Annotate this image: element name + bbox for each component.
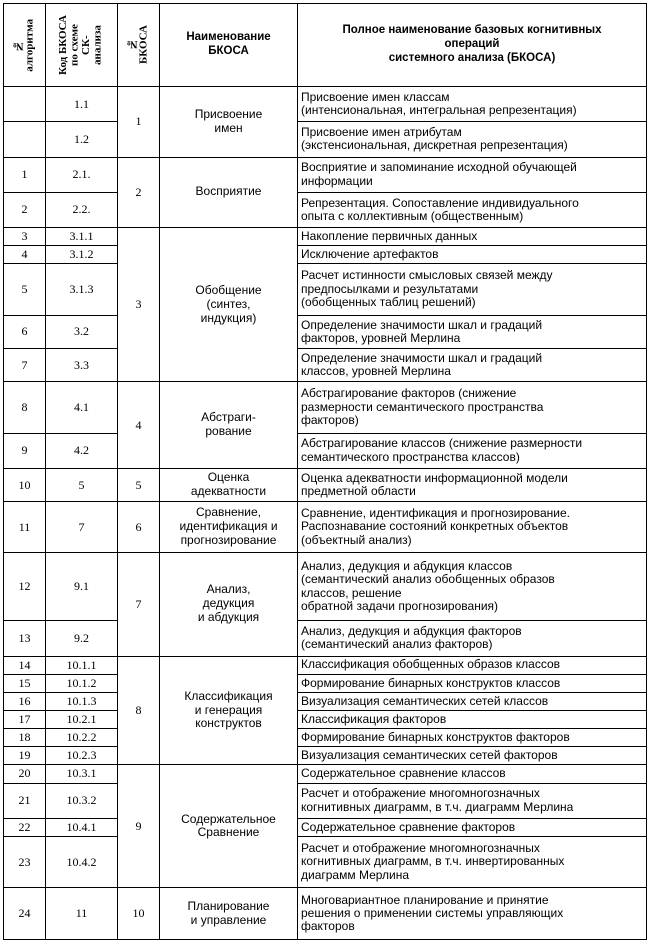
bkosa-number-cell: 7: [118, 552, 160, 656]
bkosa-name-cell: Анализ, дедукция и абдукция: [160, 552, 298, 656]
header-bkosa-full-name: Полное наименование базовых когнитивных операций системного анализа (БКОСА): [298, 4, 647, 87]
bkosa-full-name-cell: Присвоение имен классам (интенсиональная, интегральная репрезентация): [298, 87, 647, 122]
table-row: [4, 888, 647, 940]
bkosa-code-cell: 4.2: [46, 433, 118, 468]
header-bkosa-number: № БКОСА: [118, 4, 160, 87]
algorithm-number-cell: 16: [4, 692, 46, 710]
bkosa-full-name-cell: Анализ, дедукция и абдукция классов (семантический анализ обобщенных образов классов, решение обратной задачи прогнозирования): [298, 552, 647, 621]
bkosa-name-cell: Восприятие: [160, 157, 298, 228]
bkosa-number-cell: 6: [118, 502, 160, 552]
bkosa-full-name-cell: Исключение артефактов: [298, 246, 647, 264]
table-body: [4, 87, 647, 940]
bkosa-full-name-cell: Оценка адекватности информационной модели предметной области: [298, 469, 647, 502]
algorithm-number-cell: 1: [4, 157, 46, 192]
table-row: [4, 315, 647, 348]
table-row: [4, 349, 647, 382]
table-row: [4, 729, 647, 747]
header-row: [4, 4, 647, 87]
bkosa-code-cell: 3.3: [46, 349, 118, 382]
table-row: [4, 433, 647, 468]
algorithm-number-cell: 23: [4, 836, 46, 887]
table-row: [4, 711, 647, 729]
table-row: [4, 382, 647, 433]
algorithm-number-cell: 19: [4, 747, 46, 765]
bkosa-name-cell: Оценка адекватности: [160, 469, 298, 502]
bkosa-full-name-cell: Содержательное сравнение классов: [298, 765, 647, 783]
bkosa-full-name-cell: Определение значимости шкал и градаций факторов, уровней Мерлина: [298, 315, 647, 348]
header-bkosa-code: Код БКОСА по схеме СК- анализа: [46, 4, 118, 87]
bkosa-code-cell: 10.4.2: [46, 836, 118, 887]
bkosa-full-name-cell: Сравнение, идентификация и прогнозирование. Распознавание состояний конкретных объектов (объектный анализ): [298, 502, 647, 552]
algorithm-number-cell: 6: [4, 315, 46, 348]
bkosa-name-cell: Абстраги- рование: [160, 382, 298, 469]
bkosa-number-cell: 4: [118, 382, 160, 469]
bkosa-code-cell: 10.3.2: [46, 783, 118, 818]
bkosa-code-cell: 10.1.1: [46, 656, 118, 674]
bkosa-name-cell: Классификация и генерация конструктов: [160, 656, 298, 765]
bkosa-number-cell: 10: [118, 888, 160, 940]
bkosa-code-cell: 3.1.3: [46, 264, 118, 315]
bkosa-code-cell: 10.2.2: [46, 729, 118, 747]
bkosa-full-name-cell: Расчет истинности смысловых связей между предпосылками и результатами (обобщенных таблиц решений): [298, 264, 647, 315]
algorithm-number-cell: 12: [4, 552, 46, 621]
table-row: [4, 264, 647, 315]
bkosa-code-cell: 10.4.1: [46, 818, 118, 836]
bkosa-code-cell: 4.1: [46, 382, 118, 433]
bkosa-full-name-cell: Содержательное сравнение факторов: [298, 818, 647, 836]
table-row: [4, 122, 647, 157]
bkosa-full-name-cell: Определение значимости шкал и градаций классов, уровней Мерлина: [298, 349, 647, 382]
bkosa-code-cell: 10.1.3: [46, 692, 118, 710]
bkosa-full-name-cell: Абстрагирование классов (снижение размерности семантического пространства классов): [298, 433, 647, 468]
table-row: [4, 552, 647, 621]
bkosa-name-cell: Обобщение (синтез, индукция): [160, 228, 298, 382]
table-row: [4, 836, 647, 887]
bkosa-name-cell: Планирование и управление: [160, 888, 298, 940]
bkosa-full-name-cell: Формирование бинарных конструктов факторов: [298, 729, 647, 747]
bkosa-number-cell: 5: [118, 469, 160, 502]
algorithm-number-cell: 7: [4, 349, 46, 382]
bkosa-code-cell: 2.2.: [46, 192, 118, 227]
algorithm-number-cell: 20: [4, 765, 46, 783]
bkosa-code-cell: 10.1.2: [46, 674, 118, 692]
algorithm-number-cell: 22: [4, 818, 46, 836]
table-row: [4, 192, 647, 227]
bkosa-full-name-cell: Присвоение имен атрибутам (экстенсиональная, дискретная репрезентация): [298, 122, 647, 157]
bkosa-full-name-cell: Визуализация семантических сетей факторов: [298, 747, 647, 765]
bkosa-code-cell: 1.2: [46, 122, 118, 157]
algorithm-number-cell: 17: [4, 711, 46, 729]
table-row: [4, 818, 647, 836]
algorithm-number-cell: 4: [4, 246, 46, 264]
bkosa-full-name-cell: Классификация факторов: [298, 711, 647, 729]
table-row: [4, 469, 647, 502]
algorithm-number-cell: 10: [4, 469, 46, 502]
table-row: [4, 87, 647, 122]
table-row: [4, 783, 647, 818]
bkosa-name-cell: Присвоение имен: [160, 87, 298, 158]
table-row: [4, 765, 647, 783]
bkosa-code-cell: 2.1.: [46, 157, 118, 192]
bkosa-full-name-cell: Визуализация семантических сетей классов: [298, 692, 647, 710]
bkosa-code-cell: 10.2.3: [46, 747, 118, 765]
bkosa-code-cell: 7: [46, 502, 118, 552]
bkosa-code-cell: 9.1: [46, 552, 118, 621]
algorithm-number-cell: [4, 87, 46, 122]
algorithm-number-cell: 5: [4, 264, 46, 315]
bkosa-code-cell: 11: [46, 888, 118, 940]
table-row: [4, 674, 647, 692]
bkosa-name-cell: Сравнение, идентификация и прогнозирование: [160, 502, 298, 552]
bkosa-code-cell: 10.3.1: [46, 765, 118, 783]
bkosa-code-cell: 9.2: [46, 621, 118, 656]
bkosa-code-cell: 5: [46, 469, 118, 502]
bkosa-code-cell: 10.2.1: [46, 711, 118, 729]
bkosa-number-cell: 8: [118, 656, 160, 765]
algorithm-number-cell: 2: [4, 192, 46, 227]
algorithm-number-cell: 3: [4, 228, 46, 246]
algorithm-number-cell: 18: [4, 729, 46, 747]
algorithm-number-cell: 14: [4, 656, 46, 674]
bkosa-code-cell: 1.1: [46, 87, 118, 122]
bkosa-full-name-cell: Расчет и отображение многомногозначных когнитивных диаграмм, в т.ч. диаграмм Мерлина: [298, 783, 647, 818]
algorithm-number-cell: 13: [4, 621, 46, 656]
bkosa-table: [3, 3, 647, 940]
algorithm-number-cell: [4, 122, 46, 157]
bkosa-full-name-cell: Анализ, дедукция и абдукция факторов (семантический анализ факторов): [298, 621, 647, 656]
header-bkosa-name: Наименование БКОСА: [160, 4, 298, 87]
bkosa-number-cell: 9: [118, 765, 160, 888]
bkosa-full-name-cell: Формирование бинарных конструктов классов: [298, 674, 647, 692]
algorithm-number-cell: 15: [4, 674, 46, 692]
bkosa-full-name-cell: Восприятие и запоминание исходной обучающей информации: [298, 157, 647, 192]
table-row: [4, 228, 647, 246]
bkosa-code-cell: 3.1.1: [46, 228, 118, 246]
bkosa-number-cell: 1: [118, 87, 160, 158]
algorithm-number-cell: 9: [4, 433, 46, 468]
bkosa-code-cell: 3.1.2: [46, 246, 118, 264]
table-row: [4, 692, 647, 710]
table-row: [4, 656, 647, 674]
bkosa-full-name-cell: Репрезентация. Сопоставление индивидуального опыта с коллективным (общественным): [298, 192, 647, 227]
bkosa-code-cell: 3.2: [46, 315, 118, 348]
algorithm-number-cell: 11: [4, 502, 46, 552]
header-algorithm-number: № алгоритма: [4, 4, 46, 87]
table-row: [4, 157, 647, 192]
bkosa-full-name-cell: Абстрагирование факторов (снижение размерности семантического пространства факторов): [298, 382, 647, 433]
algorithm-number-cell: 8: [4, 382, 46, 433]
bkosa-number-cell: 3: [118, 228, 160, 382]
bkosa-full-name-cell: Классификация обобщенных образов классов: [298, 656, 647, 674]
algorithm-number-cell: 21: [4, 783, 46, 818]
table-row: [4, 246, 647, 264]
bkosa-full-name-cell: Многовариантное планирование и принятие решения о применении системы управляющих факторов: [298, 888, 647, 940]
algorithm-number-cell: 24: [4, 888, 46, 940]
table-row: [4, 747, 647, 765]
table-row: [4, 502, 647, 552]
bkosa-name-cell: Содержательное Сравнение: [160, 765, 298, 888]
table-row: [4, 621, 647, 656]
bkosa-number-cell: 2: [118, 157, 160, 228]
bkosa-full-name-cell: Расчет и отображение многомногозначных когнитивных диаграмм, в т.ч. инвертированных диаграмм Мерлина: [298, 836, 647, 887]
bkosa-full-name-cell: Накопление первичных данных: [298, 228, 647, 246]
